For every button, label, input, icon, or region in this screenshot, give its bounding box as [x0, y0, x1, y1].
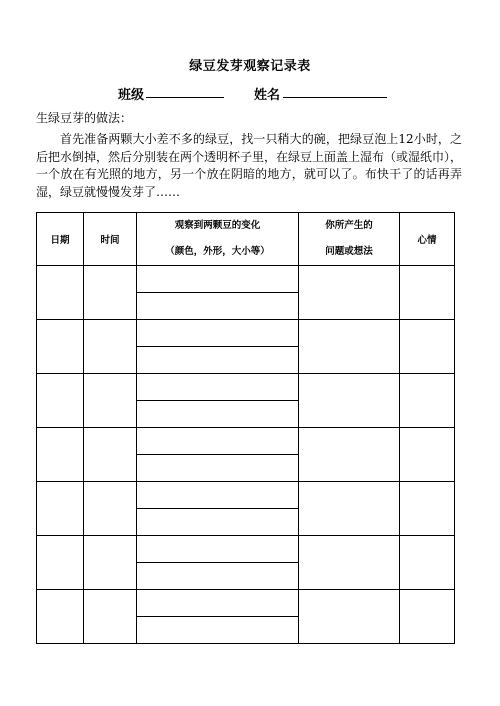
- table-row: [37, 482, 455, 509]
- table-row: [37, 536, 455, 563]
- change-cell-bean-1[interactable]: [137, 536, 299, 563]
- header-date: 日期: [37, 213, 84, 266]
- mood-cell[interactable]: [400, 374, 455, 428]
- date-cell[interactable]: [37, 482, 84, 536]
- class-label: 班级: [118, 88, 145, 103]
- header-change-line2: （颜色，外形，大小等）: [165, 246, 270, 257]
- worksheet-title: 绿豆发芽观察记录表: [189, 59, 311, 74]
- header-mood: 心情: [400, 213, 455, 266]
- question-cell[interactable]: [299, 536, 400, 590]
- mood-cell[interactable]: [400, 320, 455, 374]
- date-cell[interactable]: [37, 320, 84, 374]
- time-cell[interactable]: [84, 374, 137, 428]
- time-cell[interactable]: [84, 320, 137, 374]
- header-time: 时间: [84, 213, 137, 266]
- table-row: [37, 374, 455, 401]
- change-cell-bean-1[interactable]: [137, 266, 299, 293]
- question-cell[interactable]: [299, 320, 400, 374]
- time-cell[interactable]: [84, 266, 137, 320]
- change-cell-bean-2[interactable]: [137, 347, 299, 374]
- change-cell-bean-2[interactable]: [137, 617, 299, 644]
- date-cell[interactable]: [37, 266, 84, 320]
- header-change-line1: 观察到两颗豆的变化: [174, 220, 261, 231]
- mood-cell[interactable]: [400, 590, 455, 644]
- change-cell-bean-2[interactable]: [137, 509, 299, 536]
- date-cell[interactable]: [37, 428, 84, 482]
- date-cell[interactable]: [37, 536, 84, 590]
- date-cell[interactable]: [37, 374, 84, 428]
- time-cell[interactable]: [84, 536, 137, 590]
- table-row: [37, 590, 455, 617]
- header-question: [299, 213, 400, 266]
- change-cell-bean-1[interactable]: [137, 320, 299, 347]
- time-cell[interactable]: [84, 428, 137, 482]
- table-header-row: [37, 213, 455, 266]
- name-label: 姓名: [254, 88, 281, 103]
- question-cell[interactable]: [299, 428, 400, 482]
- header-question-line1: 你所产生的: [325, 220, 373, 231]
- change-cell-bean-1[interactable]: [137, 482, 299, 509]
- header-change: [137, 213, 299, 266]
- question-cell[interactable]: [299, 482, 400, 536]
- mood-cell[interactable]: [400, 482, 455, 536]
- change-cell-bean-2[interactable]: [137, 455, 299, 482]
- time-cell[interactable]: [84, 482, 137, 536]
- change-cell-bean-2[interactable]: [137, 293, 299, 320]
- table-row: [37, 320, 455, 347]
- table-row: [37, 266, 455, 293]
- mood-cell[interactable]: [400, 266, 455, 320]
- question-cell[interactable]: [299, 266, 400, 320]
- name-blank[interactable]: [283, 97, 387, 98]
- date-cell[interactable]: [37, 590, 84, 644]
- change-cell-bean-1[interactable]: [137, 590, 299, 617]
- class-blank[interactable]: [146, 97, 224, 98]
- method-heading: 生绿豆芽的做法：: [36, 111, 133, 125]
- time-cell[interactable]: [84, 590, 137, 644]
- question-cell[interactable]: [299, 590, 400, 644]
- change-cell-bean-2[interactable]: [137, 563, 299, 590]
- change-cell-bean-1[interactable]: [137, 374, 299, 401]
- header-question-line2: 问题或想法: [325, 246, 373, 257]
- question-cell[interactable]: [299, 374, 400, 428]
- table-row: [37, 428, 455, 455]
- mood-cell[interactable]: [400, 536, 455, 590]
- change-cell-bean-1[interactable]: [137, 428, 299, 455]
- change-cell-bean-2[interactable]: [137, 401, 299, 428]
- mood-cell[interactable]: [400, 428, 455, 482]
- observation-table: [36, 212, 455, 644]
- method-paragraph: 首先准备两颗大小差不多的绿豆，找一只稍大的碗，把绿豆泡上12小时，之后把水倒掉，然后分别装在两个透明杯子里，在绿豆上面盖上湿布（或湿纸巾），一个放在有光照的地方，另一个放在阴暗的地方，就可以了。布快干了的话再弄湿，绿豆就慢慢发芽了……: [36, 132, 463, 199]
